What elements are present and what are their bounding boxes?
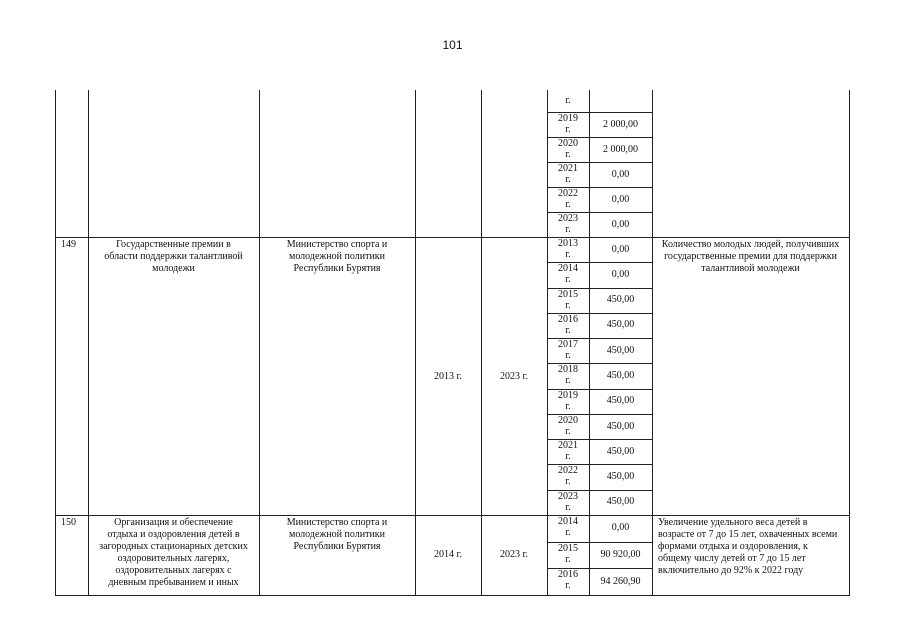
year-label: 2022 <box>558 465 578 477</box>
year-label: 2020 <box>558 138 578 149</box>
year-label: 2015 <box>558 288 578 300</box>
column-border <box>481 90 482 595</box>
amount-value: 2 000,00 <box>603 118 638 130</box>
amount-value: 94 260,90 <box>600 575 641 587</box>
start-year: 2014 г. <box>434 549 462 560</box>
amount-value: 0,00 <box>611 522 630 534</box>
row-number: 149 <box>61 239 76 250</box>
year-suffix: г. <box>565 199 571 210</box>
year-suffix: г. <box>565 95 571 106</box>
year-suffix: г. <box>565 553 571 565</box>
amount-value: 90 920,00 <box>600 549 641 560</box>
amount-value: 2 000,00 <box>603 143 638 155</box>
amount-value: 450,00 <box>606 420 635 432</box>
amount-value: 0,00 <box>611 243 630 255</box>
year-suffix: г. <box>565 224 571 235</box>
end-year: 2023 г. <box>500 371 528 382</box>
year-suffix: г. <box>565 400 571 412</box>
year-suffix: г. <box>565 580 571 592</box>
amount-value: 450,00 <box>606 471 635 483</box>
amount-value: 0,00 <box>611 268 630 280</box>
year-label: 2023 <box>558 490 578 502</box>
page-number: 101 <box>442 38 463 52</box>
measure-name: Государственные премии в области поддержки талантливой молодежи <box>104 239 243 274</box>
executor: Министерство спорта и молодежной политики Республики Бурятия <box>286 239 388 274</box>
year-label: 2014 <box>558 516 578 527</box>
column-border <box>589 90 590 595</box>
amount-value: 450,00 <box>606 370 635 381</box>
indicator: Увеличение удельного веса детей в возрасте от 7 до 15 лет, охваченных всеми формами отдыха и оздоровления, к общему числу детей от 7 до 15 лет включительно до 92% к 2022 году <box>658 517 838 576</box>
year-suffix: г. <box>565 425 571 437</box>
amount-value: 0,00 <box>611 193 630 205</box>
amount-value: 450,00 <box>606 445 635 457</box>
year-suffix: г. <box>565 324 571 336</box>
year-label: 2022 <box>558 188 578 199</box>
year-label: 2018 <box>558 364 578 376</box>
indicator: Количество молодых людей, получивших государственные премии для поддержки талантливой молодежи <box>661 239 840 274</box>
year-label: 2016 <box>558 313 578 325</box>
year-suffix: г. <box>565 299 571 311</box>
amount-value: 450,00 <box>606 395 635 407</box>
year-suffix: г. <box>565 274 571 286</box>
amount-value: 0,00 <box>611 168 630 180</box>
year-label: 2013 <box>558 238 578 249</box>
column-border <box>415 90 416 595</box>
year-suffix: г. <box>565 124 571 135</box>
year-label: 2023 <box>558 213 578 224</box>
column-border <box>55 90 56 595</box>
amount-value: 0,00 <box>611 218 630 230</box>
year-suffix: г. <box>565 174 571 185</box>
year-label: 2020 <box>558 414 578 426</box>
year-label: 2017 <box>558 339 578 351</box>
year-label: 2021 <box>558 163 578 174</box>
amount-value: 450,00 <box>606 496 635 508</box>
year-label: 2021 <box>558 440 578 452</box>
year-label: 2019 <box>558 389 578 401</box>
executor: Министерство спорта и молодежной политики Республики Бурятия <box>286 517 388 552</box>
year-label: 2015 <box>558 542 578 554</box>
year-label: 2019 <box>558 113 578 124</box>
end-year: 2023 г. <box>500 549 528 560</box>
amount-value: 450,00 <box>606 319 635 331</box>
column-border <box>652 90 653 595</box>
year-suffix: г. <box>565 476 571 488</box>
column-border <box>88 90 89 595</box>
start-year: 2013 г. <box>434 371 462 382</box>
year-suffix: г. <box>565 501 571 513</box>
year-suffix: г. <box>565 451 571 463</box>
column-border <box>849 90 850 595</box>
column-border <box>259 90 260 595</box>
year-suffix: г. <box>565 527 571 538</box>
year-label: 2016 <box>558 569 578 581</box>
year-suffix: г. <box>565 249 571 260</box>
row-border <box>55 595 850 596</box>
row-border <box>55 237 850 238</box>
year-suffix: г. <box>565 350 571 362</box>
measure-name: Организация и обеспечение отдыха и оздоровления детей в загородных стационарных детских оздоровительных лагерях, оздоровительных лагерях с дневным пребыванием и иных <box>99 517 248 588</box>
amount-value: 450,00 <box>606 344 635 356</box>
amount-value: 450,00 <box>606 294 635 306</box>
year-label: 2014 <box>558 263 578 275</box>
row-number: 150 <box>61 517 76 528</box>
row-border <box>55 515 850 516</box>
year-suffix: г. <box>565 375 571 387</box>
year-suffix: г. <box>565 149 571 160</box>
